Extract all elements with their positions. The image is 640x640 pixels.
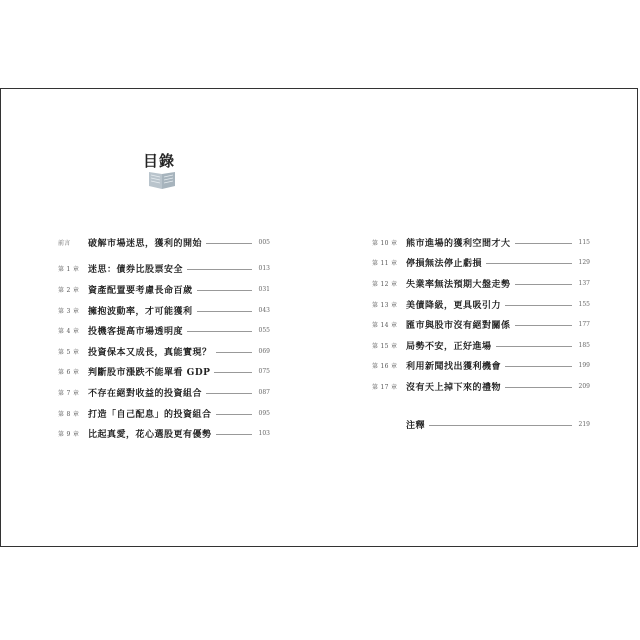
chapter-label: 第 9 章 [58, 431, 80, 439]
chapter-title: 熊市進場的獲利空間才大 [406, 238, 511, 249]
chapter-label: 第 10 章 [372, 239, 398, 247]
toc-entry-chapter-2[interactable] [58, 279, 270, 300]
chapter-label: 第 6 章 [58, 369, 80, 377]
chapter-title: 局勢不安，正好進場 [406, 341, 492, 352]
toc-entry-chapter-14[interactable] [372, 314, 590, 335]
chapter-label: 第 13 章 [372, 301, 398, 309]
leader-line [187, 269, 252, 270]
page-number: 075 [258, 368, 270, 376]
page-number: 031 [258, 285, 270, 293]
toc-entry-chapter-15[interactable] [372, 335, 590, 356]
page-number: 155 [578, 300, 590, 308]
toc-right-column [372, 232, 590, 397]
page-number: 103 [258, 430, 270, 438]
toc-entry-chapter-3[interactable] [58, 300, 270, 321]
chapter-title: 比起真愛，花心選股更有優勢 [88, 430, 212, 441]
toc-left-column [58, 232, 270, 444]
toc-entry-chapter-12[interactable] [372, 273, 590, 294]
page-number: 219 [578, 420, 590, 428]
leader-line [206, 393, 252, 394]
leader-line [216, 434, 252, 435]
chapter-title: 利用新聞找出獲利機會 [406, 362, 502, 373]
toc-entry-chapter-1[interactable] [58, 259, 270, 280]
chapter-title: 美債降級，更具吸引力 [406, 300, 502, 311]
toc-entry-chapter-16[interactable] [372, 356, 590, 377]
toc-entry-chapter-6[interactable] [58, 362, 270, 383]
chapter-label: 第 1 章 [58, 266, 80, 274]
page-number: 005 [258, 238, 270, 246]
leader-line [214, 372, 252, 373]
toc-entry-chapter-17[interactable] [372, 376, 590, 397]
toc-heading: 目錄 [143, 152, 176, 170]
leader-line [496, 346, 572, 347]
chapter-label: 第 15 章 [372, 342, 398, 350]
chapter-title: 迷思：債券比股票安全 [88, 265, 184, 276]
leader-line [216, 352, 252, 353]
toc-entry-chapter-11[interactable] [372, 253, 590, 274]
chapter-title: 匯市與股市沒有絕對關係 [406, 321, 511, 332]
chapter-title: 打造「自己配息」的投資組合 [88, 409, 212, 420]
chapter-label: 第 4 章 [58, 328, 80, 336]
page-number: 013 [258, 265, 270, 273]
toc-entry-notes[interactable] [372, 414, 590, 434]
leader-line [515, 284, 572, 285]
page-number: 087 [258, 388, 270, 396]
leader-line [505, 387, 572, 388]
toc-entry-chapter-10[interactable] [372, 232, 590, 253]
chapter-label: 第 5 章 [58, 348, 80, 356]
leader-line [197, 290, 252, 291]
leader-line [505, 366, 572, 367]
chapter-label: 第 2 章 [58, 286, 80, 294]
page-number: 129 [578, 259, 590, 267]
leader-line [216, 414, 252, 415]
chapter-title: 破解市場迷思，獲利的開始 [88, 238, 203, 249]
page-number: 177 [578, 321, 590, 329]
chapter-label: 第 7 章 [58, 389, 80, 397]
chapter-title: 失業率無法預期大盤走勢 [406, 279, 511, 290]
leader-line [206, 243, 252, 244]
page-number: 043 [258, 306, 270, 314]
open-book-icon [147, 170, 177, 190]
notes-title: 注釋 [406, 420, 426, 431]
chapter-title: 不存在絕對收益的投資組合 [88, 388, 203, 399]
page-number: 137 [578, 279, 590, 287]
page-number: 069 [258, 347, 270, 355]
chapter-label: 第 11 章 [372, 260, 398, 268]
toc-entry-chapter-13[interactable] [372, 294, 590, 315]
leader-line [429, 425, 572, 426]
page-number: 199 [578, 362, 590, 370]
chapter-label: 第 8 章 [58, 410, 80, 418]
toc-entry-chapter-8[interactable] [58, 403, 270, 424]
chapter-label: 第 17 章 [372, 383, 398, 391]
chapter-title: 判斷股市漲跌不能單看 GDP [88, 368, 211, 379]
chapter-title: 沒有天上掉下來的禮物 [406, 382, 502, 393]
leader-line [515, 243, 572, 244]
leader-line [515, 325, 572, 326]
toc-entry-chapter-5[interactable] [58, 341, 270, 362]
toc-entry-chapter-9[interactable] [58, 423, 270, 444]
page-number: 209 [578, 382, 590, 390]
leader-line [505, 305, 572, 306]
leader-line [197, 311, 252, 312]
toc-entry-chapter-7[interactable] [58, 382, 270, 403]
page-number: 115 [578, 238, 590, 246]
chapter-title: 資產配置要考慮長命百歲 [88, 285, 193, 296]
chapter-title: 投資保本又成長，真能實現？ [88, 347, 212, 358]
toc-entry-chapter-4[interactable] [58, 320, 270, 341]
chapter-label: 第 12 章 [372, 280, 398, 288]
leader-line [486, 263, 572, 264]
chapter-label: 第 16 章 [372, 363, 398, 371]
page-number: 095 [258, 409, 270, 417]
page-number: 055 [258, 327, 270, 335]
page-number: 185 [578, 341, 590, 349]
toc-entry-preface[interactable] [58, 232, 270, 253]
leader-line [187, 331, 252, 332]
chapter-label: 第 14 章 [372, 322, 398, 330]
chapter-label: 前言 [58, 239, 71, 247]
chapter-label: 第 3 章 [58, 307, 80, 315]
chapter-title: 投機客提高市場透明度 [88, 327, 184, 338]
chapter-title: 停損無法停止虧損 [406, 259, 483, 270]
chapter-title: 擁抱波動率，才可能獲利 [88, 306, 193, 317]
